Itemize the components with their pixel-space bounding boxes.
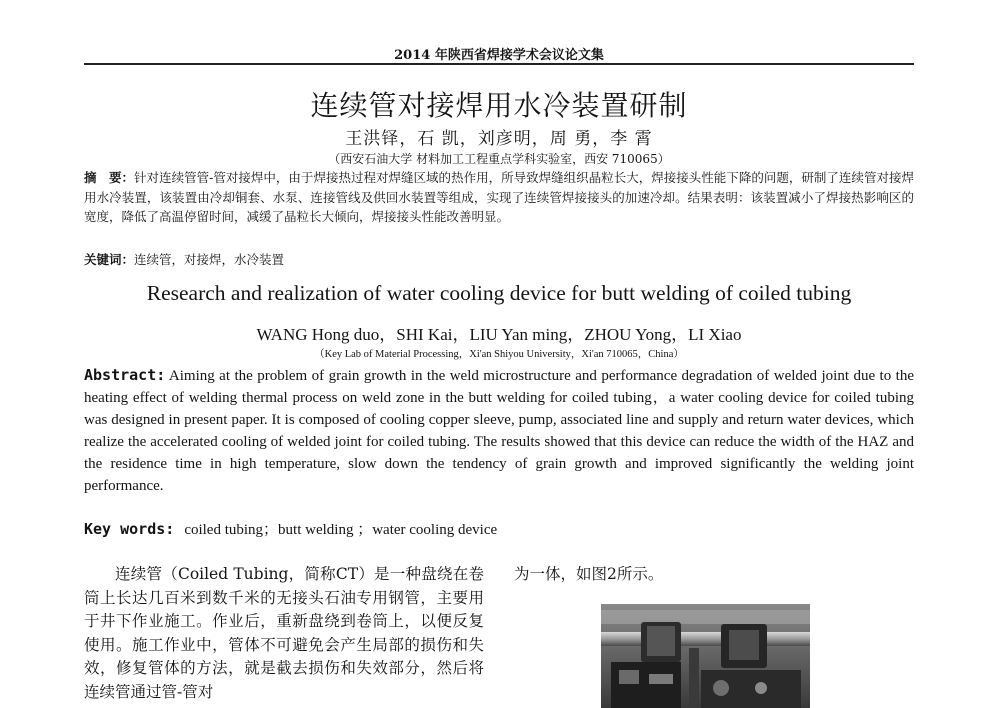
affiliation-cn: （西安石油大学 材料加工工程重点学科实验室，西安 710065） bbox=[328, 152, 670, 166]
device-photo bbox=[601, 604, 810, 708]
abstract-en bbox=[84, 364, 914, 497]
keywords-en-text: coiled tubing；butt welding ；water cooling device bbox=[184, 522, 498, 538]
paper-title-en: Research and realization of water cooling device for butt welding of coiled tubing bbox=[146, 281, 852, 305]
header-rule bbox=[84, 63, 914, 65]
abstract-cn-label: 摘 要： bbox=[84, 170, 135, 185]
abstract-cn bbox=[84, 168, 914, 227]
body-text-left-column: 连续管（Coiled Tubing，简称CT）是一种盘绕在卷筒上长达几百米到数千米的无接头石油专用钢管，主要用于井下作业施工。作业后，重新盘绕到卷筒上，以便反复使用。施工作业中，管体不可避免会产生局部的损伤和失效，修复管体的方法，就是截去损伤和失效部分，然后将连续管通过管-管对 bbox=[84, 565, 484, 701]
abstract-en-text: Aiming at the problem of grain growth in the weld microstructure and performance degradation of welded joint due to the heating effect of welding thermal process on weld zone in the butt welding for coiled tubing，a water cooling device for coiled tubing was designed in present paper. It is composed of cooling copper sleeve, pump, associated line and supply and return water devices, which realize the accelerated cooling of welded joint for coiled tubing. The results showed that this device can reduce the width of the HAZ and the residence time in high temperature, slow down the tendency of grain growth and improved significantly the welding joint performance. bbox=[84, 368, 914, 494]
affiliation-en: （Key Lab of Material Processing，Xi'an Shiyou University，Xi'an 710065，China） bbox=[314, 349, 684, 360]
abstract-en-label: Abstract: bbox=[84, 366, 166, 384]
authors-cn: 王洪铎，石 凯，刘彦明，周 勇，李 霄 bbox=[345, 129, 653, 149]
keywords-en bbox=[84, 518, 914, 539]
keywords-cn bbox=[84, 250, 914, 268]
keywords-cn-text: 连续管，对接焊，水冷装置 bbox=[134, 252, 285, 267]
abstract-cn-text: 针对连续管管-管对接焊中，由于焊接热过程对焊缝区域的热作用，所导致焊缝组织晶粒长大，焊接接头性能下降的问题，研制了连续管对接焊用水冷装置，该装置由冷却铜套、水泵、连接管线及供回水装置等组成，实现了连续管焊接接头的加速冷却。结果表明：该装置减小了焊接热影响区的宽度，降低了高温停留时间，减缓了晶粒长大倾向，焊接接头性能改善明显。 bbox=[84, 170, 914, 224]
paper-title-cn: 连续管对接焊用水冷装置研制 bbox=[310, 89, 688, 122]
authors-en: WANG Hong duo，SHI Kai，LIU Yan ming，ZHOU Yong，LI Xiao bbox=[256, 325, 742, 344]
keywords-en-label: Key words: bbox=[84, 520, 175, 538]
body-text-right-column: 为一体，如图2所示。 bbox=[514, 565, 664, 583]
running-header: 2014 年陕西省焊接学术会议论文集 bbox=[394, 48, 604, 63]
keywords-cn-label: 关键词： bbox=[84, 252, 135, 267]
device-photo-graphic bbox=[601, 604, 810, 708]
